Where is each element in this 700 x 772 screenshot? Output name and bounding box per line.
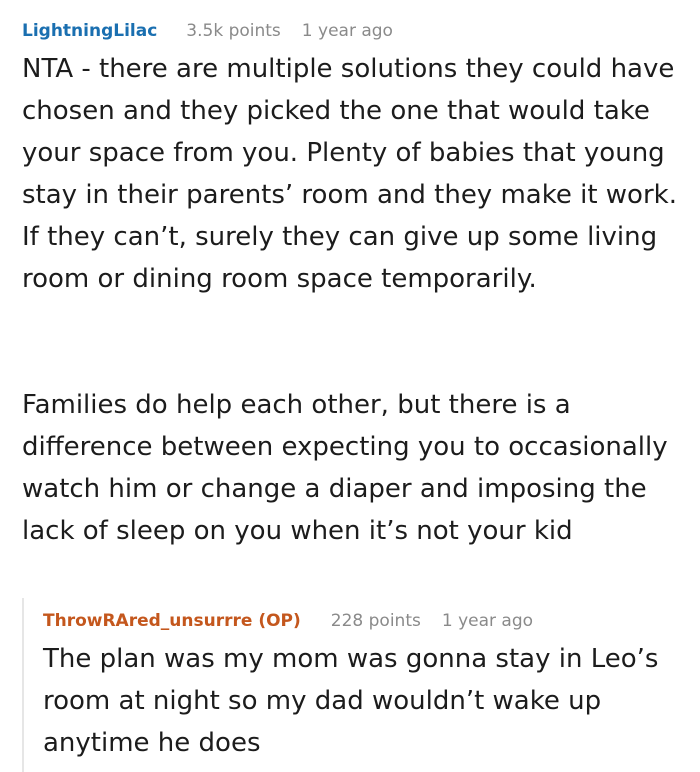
comment-paragraph: Families do help each other, but there is a difference between expecting you to occasionally watch him or change a diaper and imposing the lack of sleep on you when it’s not your kid xyxy=(22,390,668,546)
comment-paragraph: NTA - there are multiple solutions they could have chosen and they picked the one that would take your space from you. Plenty of babies that young stay in their parents’ room and they make it work. If they can’t, surely they can give up some living room or dining room space temporarily. xyxy=(22,54,677,294)
reply-text: The plan was my mom was gonna stay in Leo’s room at night so my dad wouldn’t wake up anytime he does xyxy=(43,644,659,758)
comment-username-link[interactable]: LightningLilac xyxy=(22,21,158,41)
reply-username-link[interactable]: ThrowRAred_unsurrre (OP) xyxy=(43,611,301,631)
comment-meta xyxy=(22,19,393,43)
comment-timestamp[interactable]: 1 year ago xyxy=(301,21,393,41)
thread-line[interactable] xyxy=(22,598,24,772)
reply-points: 228 points xyxy=(330,611,421,631)
reply-comment xyxy=(22,598,700,772)
reply-meta xyxy=(43,609,533,633)
reply-timestamp[interactable]: 1 year ago xyxy=(441,611,534,631)
comment-points: 3.5k points xyxy=(186,21,281,41)
